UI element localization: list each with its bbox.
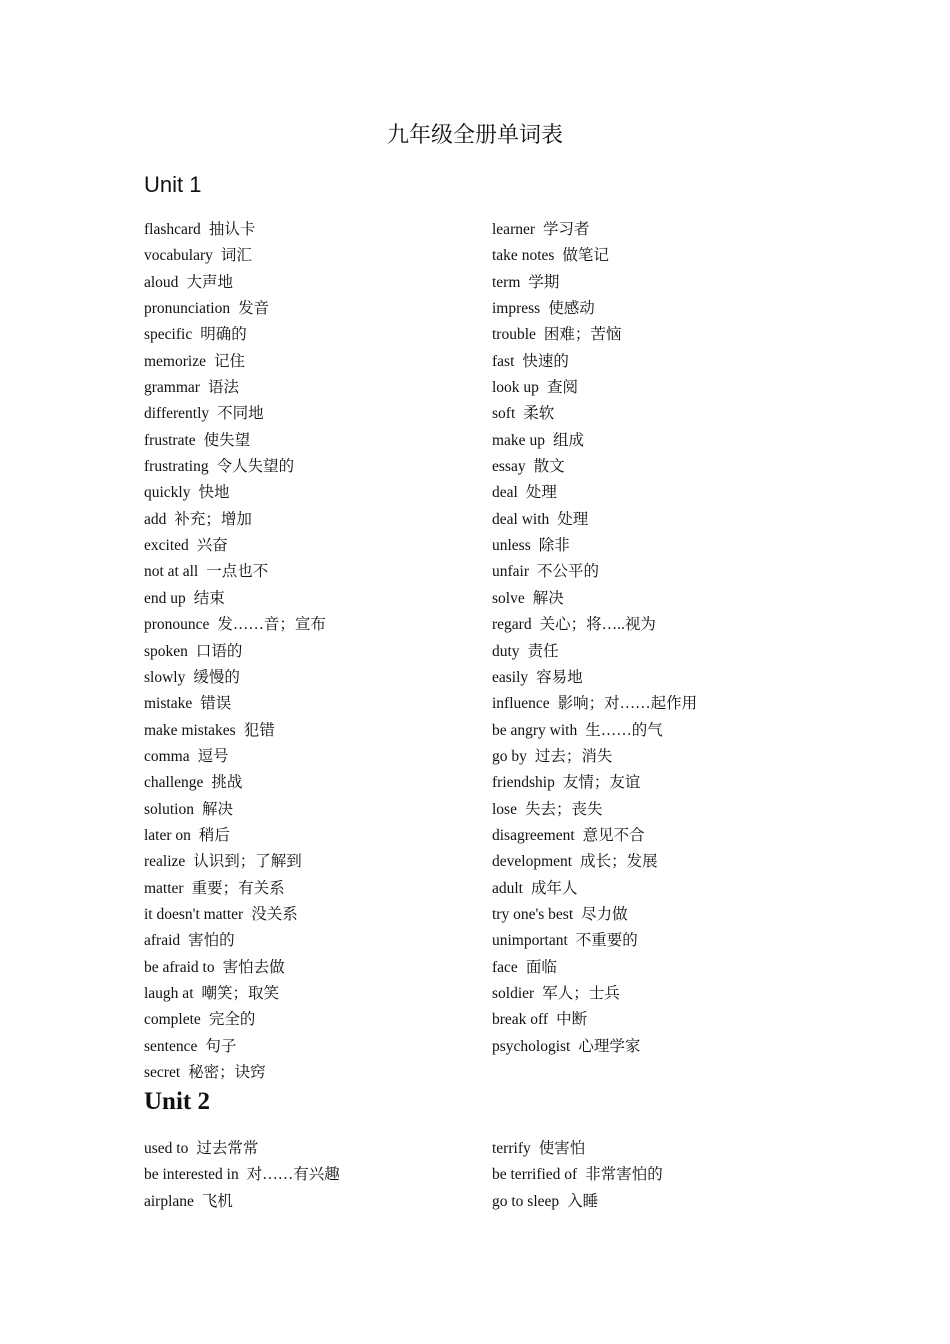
vocab-word: fast xyxy=(492,352,515,370)
vocab-word: unless xyxy=(492,537,531,555)
vocab-meaning: 军人；士兵 xyxy=(542,984,620,1002)
vocab-word: easily xyxy=(492,668,529,686)
vocab-entry xyxy=(144,981,326,1007)
vocab-entry xyxy=(492,480,697,506)
vocab-word: deal xyxy=(492,484,518,502)
vocab-word: essay xyxy=(492,458,526,476)
vocab-word: not at all xyxy=(144,563,199,581)
vocab-meaning: 快地 xyxy=(198,484,230,502)
vocab-word: be terrified of xyxy=(492,1166,578,1184)
vocab-word: quickly xyxy=(144,484,191,502)
vocab-entry xyxy=(144,955,326,981)
vocab-word: lose xyxy=(492,800,517,818)
vocab-meaning: 飞机 xyxy=(201,1192,233,1210)
vocab-word: go to sleep xyxy=(492,1192,560,1210)
vocab-entry xyxy=(492,876,697,902)
vocab-word: memorize xyxy=(144,352,206,370)
vocab-entry xyxy=(144,928,326,954)
vocab-entry xyxy=(492,718,697,744)
vocab-entry xyxy=(492,955,697,981)
unit-2-heading: Unit 2 xyxy=(144,1088,210,1115)
vocab-word: influence xyxy=(492,695,550,713)
vocab-word: frustrate xyxy=(144,431,196,449)
vocab-entry xyxy=(144,349,326,375)
vocab-meaning: 困难；苦恼 xyxy=(543,326,622,344)
vocab-meaning: 做笔记 xyxy=(562,247,609,265)
vocab-word: adult xyxy=(492,879,523,897)
vocab-word: pronounce xyxy=(144,616,210,634)
vocab-entry xyxy=(492,1162,663,1188)
vocab-meaning: 害怕的 xyxy=(188,932,235,950)
vocab-meaning: 不公平的 xyxy=(537,563,600,581)
vocab-meaning: 害怕去做 xyxy=(222,958,285,976)
vocab-meaning: 处理 xyxy=(525,484,557,502)
vocab-entry xyxy=(492,1034,697,1060)
vocab-entry xyxy=(492,665,697,691)
vocab-meaning: 记住 xyxy=(213,352,245,370)
vocab-entry xyxy=(144,480,326,506)
vocab-word: unimportant xyxy=(492,932,568,950)
vocab-meaning: 除非 xyxy=(538,537,570,555)
vocab-word: afraid xyxy=(144,932,181,950)
vocab-meaning: 稍后 xyxy=(198,826,230,844)
vocab-meaning: 发……音；宣布 xyxy=(217,616,326,634)
vocab-word: it doesn't matter xyxy=(144,905,244,923)
vocab-word: psychologist xyxy=(492,1037,571,1055)
vocab-entry xyxy=(492,533,697,559)
vocab-meaning: 使感动 xyxy=(548,300,595,318)
vocab-entry xyxy=(144,217,326,243)
vocab-entry xyxy=(492,902,697,928)
vocab-entry xyxy=(492,349,697,375)
vocab-meaning: 影响；对……起作用 xyxy=(557,695,698,713)
vocab-entry xyxy=(492,296,697,322)
vocab-word: used to xyxy=(144,1140,189,1157)
vocab-entry xyxy=(144,533,326,559)
vocab-meaning: 结束 xyxy=(193,589,225,607)
vocab-entry xyxy=(492,1007,697,1033)
vocab-word: challenge xyxy=(144,774,204,792)
vocab-meaning: 使害怕 xyxy=(538,1140,586,1157)
vocab-meaning: 快速的 xyxy=(522,352,569,370)
vocab-meaning: 错误 xyxy=(200,695,232,713)
vocab-entry xyxy=(144,691,326,717)
vocab-word: make mistakes xyxy=(144,721,236,739)
vocab-meaning: 发音 xyxy=(238,300,270,318)
vocab-meaning: 心理学家 xyxy=(578,1037,641,1055)
vocab-meaning: 关心；将…..视为 xyxy=(539,616,656,634)
vocab-meaning: 口语的 xyxy=(195,642,243,660)
vocab-entry xyxy=(144,454,326,480)
vocab-meaning: 生……的气 xyxy=(585,721,663,739)
vocab-word: deal with xyxy=(492,510,550,528)
vocab-meaning: 过去；消失 xyxy=(534,747,613,765)
vocab-entry xyxy=(492,928,697,954)
vocab-word: soldier xyxy=(492,984,535,1002)
unit-2-left-column xyxy=(144,1136,340,1215)
vocab-meaning: 令人失望的 xyxy=(216,458,295,476)
vocab-meaning: 学习者 xyxy=(543,221,590,238)
vocab-word: take notes xyxy=(492,247,555,265)
vocab-meaning: 嘲笑；取笑 xyxy=(201,984,280,1002)
vocab-entry xyxy=(144,507,326,533)
vocab-word: mistake xyxy=(144,695,193,713)
vocab-entry xyxy=(492,243,697,269)
vocab-entry xyxy=(144,876,326,902)
vocab-word: realize xyxy=(144,853,186,871)
vocab-word: face xyxy=(492,958,518,976)
vocab-meaning: 学期 xyxy=(528,273,560,291)
vocab-entry xyxy=(144,823,326,849)
vocab-entry xyxy=(144,243,326,269)
vocab-word: specific xyxy=(144,326,193,344)
vocab-meaning: 过去常常 xyxy=(196,1140,259,1157)
vocab-word: excited xyxy=(144,537,189,555)
vocab-word: airplane xyxy=(144,1192,194,1210)
unit-1-heading: Unit 1 xyxy=(144,172,202,197)
vocab-word: friendship xyxy=(492,774,555,792)
vocab-word: terrify xyxy=(492,1140,531,1157)
vocab-word: be angry with xyxy=(492,721,578,739)
vocab-word: unfair xyxy=(492,563,530,581)
vocab-word: disagreement xyxy=(492,826,575,844)
vocab-word: be interested in xyxy=(144,1166,239,1184)
vocab-entry xyxy=(144,665,326,691)
vocab-entry xyxy=(144,559,326,585)
vocab-word: sentence xyxy=(144,1037,198,1055)
vocab-word: term xyxy=(492,273,521,291)
vocab-meaning: 解决 xyxy=(532,589,564,607)
vocab-word: frustrating xyxy=(144,458,209,476)
vocab-entry xyxy=(144,902,326,928)
vocab-meaning: 缓慢的 xyxy=(193,668,240,686)
vocab-meaning: 抽认卡 xyxy=(208,221,256,238)
vocab-entry xyxy=(492,375,697,401)
vocab-word: be afraid to xyxy=(144,958,215,976)
vocab-meaning: 不同地 xyxy=(217,405,264,423)
vocab-meaning: 失去；丧失 xyxy=(524,800,603,818)
vocab-word: go by xyxy=(492,747,527,765)
vocab-entry xyxy=(144,270,326,296)
vocab-meaning: 重要；有关系 xyxy=(191,879,285,897)
vocab-meaning: 挑战 xyxy=(211,774,243,792)
vocab-meaning: 大声地 xyxy=(186,273,233,291)
vocab-entry xyxy=(144,401,326,427)
vocab-meaning: 逗号 xyxy=(197,747,229,765)
vocab-meaning: 面临 xyxy=(525,958,557,976)
vocab-entry xyxy=(144,1189,340,1215)
vocab-word: differently xyxy=(144,405,210,423)
vocab-entry xyxy=(144,770,326,796)
vocab-word: duty xyxy=(492,642,520,660)
vocab-entry xyxy=(492,217,697,243)
unit-2-right-column xyxy=(492,1136,663,1215)
vocab-entry xyxy=(144,1007,326,1033)
vocab-entry xyxy=(492,1189,663,1215)
vocab-entry xyxy=(492,849,697,875)
vocab-word: laugh at xyxy=(144,984,194,1002)
vocab-entry xyxy=(492,823,697,849)
vocab-word: complete xyxy=(144,1011,201,1029)
vocab-entry xyxy=(492,770,697,796)
vocab-meaning: 柔软 xyxy=(523,405,555,423)
vocab-meaning: 解决 xyxy=(201,800,233,818)
vocab-meaning: 对……有兴趣 xyxy=(246,1166,340,1184)
vocab-meaning: 成年人 xyxy=(531,879,578,897)
vocab-meaning: 一点也不 xyxy=(206,563,269,581)
vocab-entry xyxy=(144,1034,326,1060)
vocab-word: matter xyxy=(144,879,184,897)
vocab-entry xyxy=(492,270,697,296)
vocab-meaning: 友情；友谊 xyxy=(562,774,641,792)
vocab-word: comma xyxy=(144,747,190,765)
vocab-entry xyxy=(492,639,697,665)
vocab-word: end up xyxy=(144,589,186,607)
vocab-meaning: 认识到；了解到 xyxy=(193,853,302,871)
vocab-meaning: 意见不合 xyxy=(582,826,645,844)
vocab-entry xyxy=(492,744,697,770)
vocab-entry xyxy=(492,507,697,533)
vocab-meaning: 非常害怕的 xyxy=(585,1166,663,1184)
vocab-entry xyxy=(492,559,697,585)
vocab-word: solution xyxy=(144,800,194,818)
vocab-entry xyxy=(144,797,326,823)
unit-1-right-column xyxy=(492,217,697,1060)
vocab-meaning: 没关系 xyxy=(251,905,298,923)
vocab-meaning: 查阅 xyxy=(546,379,578,397)
vocab-word: flashcard xyxy=(144,221,201,238)
page-title: 九年级全册单词表 xyxy=(386,122,563,147)
unit-1-left-column xyxy=(144,217,326,1086)
vocab-word: development xyxy=(492,853,573,871)
vocab-entry xyxy=(144,1136,340,1162)
vocab-entry xyxy=(492,586,697,612)
vocab-word: solve xyxy=(492,589,525,607)
vocab-entry xyxy=(492,401,697,427)
vocab-meaning: 处理 xyxy=(557,510,589,528)
vocab-entry xyxy=(144,612,326,638)
vocab-meaning: 尽力做 xyxy=(581,905,628,923)
vocab-word: vocabulary xyxy=(144,247,213,265)
vocab-entry xyxy=(144,639,326,665)
vocab-entry xyxy=(144,1060,326,1086)
vocab-word: add xyxy=(144,510,167,528)
vocab-entry xyxy=(492,612,697,638)
vocab-entry xyxy=(144,744,326,770)
vocab-word: spoken xyxy=(144,642,188,660)
vocab-word: soft xyxy=(492,405,516,423)
vocab-meaning: 容易地 xyxy=(536,668,583,686)
vocab-meaning: 词汇 xyxy=(220,247,252,265)
vocab-word: secret xyxy=(144,1064,181,1081)
vocab-word: pronunciation xyxy=(144,300,231,318)
vocab-entry xyxy=(144,586,326,612)
vocab-entry xyxy=(492,797,697,823)
vocab-meaning: 散文 xyxy=(533,458,565,476)
vocab-entry xyxy=(144,1162,340,1188)
vocab-meaning: 中断 xyxy=(556,1011,588,1029)
vocab-meaning: 句子 xyxy=(205,1037,237,1055)
vocab-word: regard xyxy=(492,616,532,634)
vocab-entry xyxy=(492,981,697,1007)
vocab-meaning: 入睡 xyxy=(567,1192,599,1210)
vocab-meaning: 不重要的 xyxy=(575,932,638,950)
vocab-meaning: 语法 xyxy=(207,379,239,397)
vocab-word: look up xyxy=(492,379,539,397)
vocab-meaning: 使失望 xyxy=(203,431,251,449)
vocab-word: trouble xyxy=(492,326,536,344)
vocab-meaning: 补充；增加 xyxy=(174,510,252,528)
vocab-word: aloud xyxy=(144,273,179,291)
vocab-word: break off xyxy=(492,1011,549,1029)
vocab-entry xyxy=(492,691,697,717)
vocab-meaning: 犯错 xyxy=(243,721,275,739)
vocab-word: grammar xyxy=(144,379,200,397)
vocab-meaning: 责任 xyxy=(527,642,559,660)
vocab-entry xyxy=(492,322,697,348)
vocab-meaning: 秘密；诀窍 xyxy=(188,1064,266,1081)
vocab-entry xyxy=(492,454,697,480)
vocab-meaning: 兴奋 xyxy=(196,537,228,555)
vocab-entry xyxy=(492,428,697,454)
vocab-meaning: 明确的 xyxy=(200,326,247,344)
vocab-word: try one's best xyxy=(492,905,574,923)
vocab-entry xyxy=(144,296,326,322)
vocab-entry xyxy=(144,718,326,744)
vocab-entry xyxy=(144,322,326,348)
vocab-entry xyxy=(492,1136,663,1162)
vocab-entry xyxy=(144,849,326,875)
vocab-meaning: 组成 xyxy=(552,431,584,449)
vocab-word: learner xyxy=(492,221,536,238)
vocab-entry xyxy=(144,428,326,454)
vocab-word: make up xyxy=(492,431,545,449)
vocab-word: slowly xyxy=(144,668,186,686)
vocab-word: impress xyxy=(492,300,541,318)
vocab-meaning: 成长；发展 xyxy=(580,853,658,871)
vocab-word: later on xyxy=(144,826,191,844)
vocab-meaning: 完全的 xyxy=(208,1011,256,1029)
vocab-entry xyxy=(144,375,326,401)
